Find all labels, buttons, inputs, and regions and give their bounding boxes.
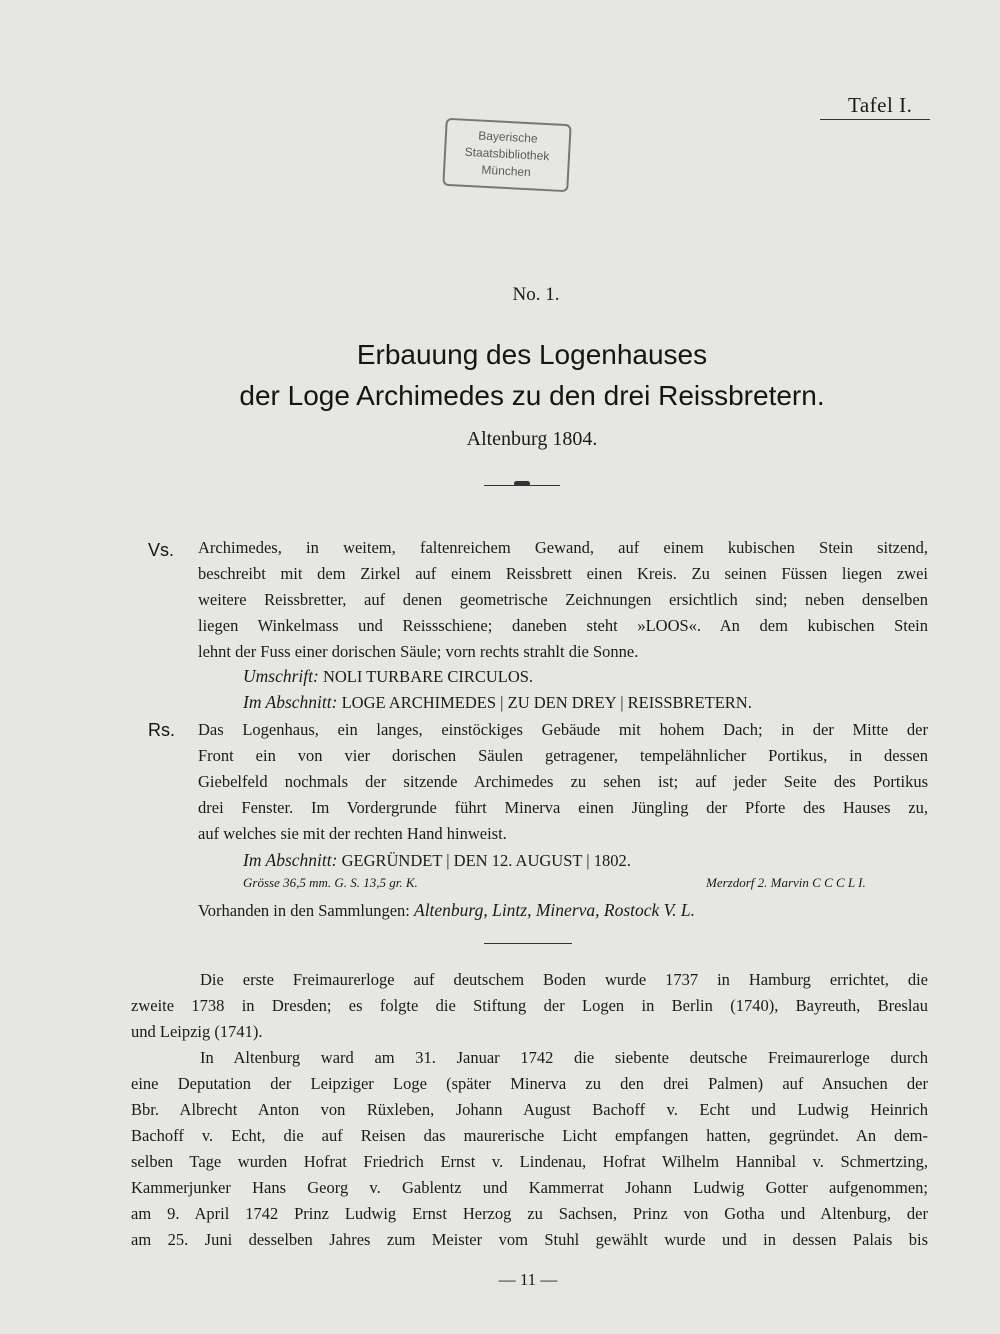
obverse-line: Archimedes, in weitem, faltenreichem Gewand, auf einem kubischen Stein sitzend, <box>198 538 928 557</box>
obverse-line: weitere Reissbretter, auf denen geometrische Zeichnungen ersichtlich sind; neben denselben <box>198 590 928 609</box>
title-line-1: Erbauung des Logenhauses <box>356 339 708 370</box>
title-line-2: der Loge Archimedes zu den drei Reissbretern. <box>239 380 825 411</box>
exergue-label: Im Abschnitt: <box>243 692 338 712</box>
item-number: No. 1. <box>512 284 560 305</box>
reverse-line: Front ein von vier dorischen Säulen getragener, tempelähnlicher Portikus, in dessen <box>198 746 928 765</box>
exergue-text: GEGRÜNDET | DEN 12. AUGUST | 1802. <box>341 851 631 870</box>
reverse-exergue <box>243 847 631 874</box>
library-stamp <box>442 118 571 193</box>
obverse-line: beschreibt mit dem Zirkel auf einem Reissbrett einen Kreis. Zu seinen Füssen liegen zwei <box>198 564 928 583</box>
obverse-inscription <box>243 663 533 690</box>
plate-label: Tafel I. <box>848 93 913 117</box>
plate-underline <box>820 119 930 120</box>
stamp-line: Staatsbibliothek <box>464 144 550 164</box>
place-date: Altenburg 1804. <box>466 428 598 450</box>
body-line: am 25. Juni desselben Jahres zum Meister vom Stuhl gewählt wurde und in dessen Palais bis <box>131 1230 928 1249</box>
stamp-line: Bayerische <box>477 128 538 146</box>
obverse-line: liegen Winkelmass und Reissschiene; daneben steht »LOOS«. An dem kubischen Stein <box>198 616 928 635</box>
ornament-center <box>514 481 530 486</box>
body-line: am 9. April 1742 Prinz Ludwig Ernst Herzog zu Sachsen, Prinz von Gotha und Altenburg, der <box>131 1204 928 1223</box>
collections-text: Altenburg, Lintz, Minerva, Rostock V. L. <box>414 900 695 920</box>
reverse-line: Giebelfeld nochmals der sitzende Archimedes zu sehen ist; auf jeder Seite des Portikus <box>198 772 928 791</box>
inscription-text: NOLI TURBARE CIRCULOS. <box>322 667 534 686</box>
collections <box>198 897 695 924</box>
obverse-exergue <box>243 689 752 716</box>
catalog-references: Merzdorf 2. Marvin C C C L I. <box>706 875 866 890</box>
section-divider <box>484 943 572 944</box>
inscription-label: Umschrift: <box>243 666 319 686</box>
obverse-line: lehnt der Fuss einer dorischen Säule; vorn rechts strahlt die Sonne. <box>198 642 639 661</box>
body-line: Bachoff v. Echt, die auf Reisen das maurerische Licht empfangen hatten, gegründet. An dem- <box>131 1126 928 1145</box>
body-line: eine Deputation der Leipziger Loge (später Minerva zu den drei Palmen) auf Ansuchen der <box>131 1074 928 1093</box>
exergue-text: LOGE ARCHIMEDES | ZU DEN DREY | REISSBRETERN. <box>341 693 752 712</box>
page-number: — 11 — <box>498 1270 558 1289</box>
reverse-line: Das Logenhaus, ein langes, einstöckiges Gebäude mit hohem Dach; in der Mitte der <box>198 720 928 739</box>
body-line: Kammerjunker Hans Georg v. Gablentz und Kammerrat Johann Ludwig Gotter aufgenommen; <box>131 1178 928 1197</box>
body-line: und Leipzig (1741). <box>131 1022 263 1041</box>
reverse-line: drei Fenster. Im Vordergrunde führt Minerva einen Jüngling der Pforte des Hauses zu, <box>198 798 928 817</box>
body-line: selben Tage wurden Hofrat Friedrich Ernst v. Lindenau, Hofrat Wilhelm Hannibal v. Schmertzing, <box>131 1152 928 1171</box>
size-weight: Grösse 36,5 mm. G. S. 13,5 gr. K. <box>243 875 418 890</box>
reverse-line: auf welches sie mit der rechten Hand hinweist. <box>198 824 507 843</box>
body-line: zweite 1738 in Dresden; es folgte die Stiftung der Logen in Berlin (1740), Bayreuth, Breslau <box>131 996 928 1015</box>
exergue-label: Im Abschnitt: <box>243 850 338 870</box>
reverse-label: Rs. <box>148 720 175 740</box>
collections-label: Vorhanden in den Sammlungen: <box>198 901 410 920</box>
body-line: Die erste Freimaurerloge auf deutschem Boden wurde 1737 in Hamburg errichtet, die <box>200 970 928 989</box>
obverse-label: Vs. <box>148 540 175 560</box>
body-line: In Altenburg ward am 31. Januar 1742 die siebente deutsche Freimaurerloge durch <box>200 1048 928 1067</box>
body-line: Bbr. Albrecht Anton von Rüxleben, Johann August Bachoff v. Echt und Ludwig Heinrich <box>131 1100 928 1119</box>
stamp-line: München <box>481 162 532 180</box>
